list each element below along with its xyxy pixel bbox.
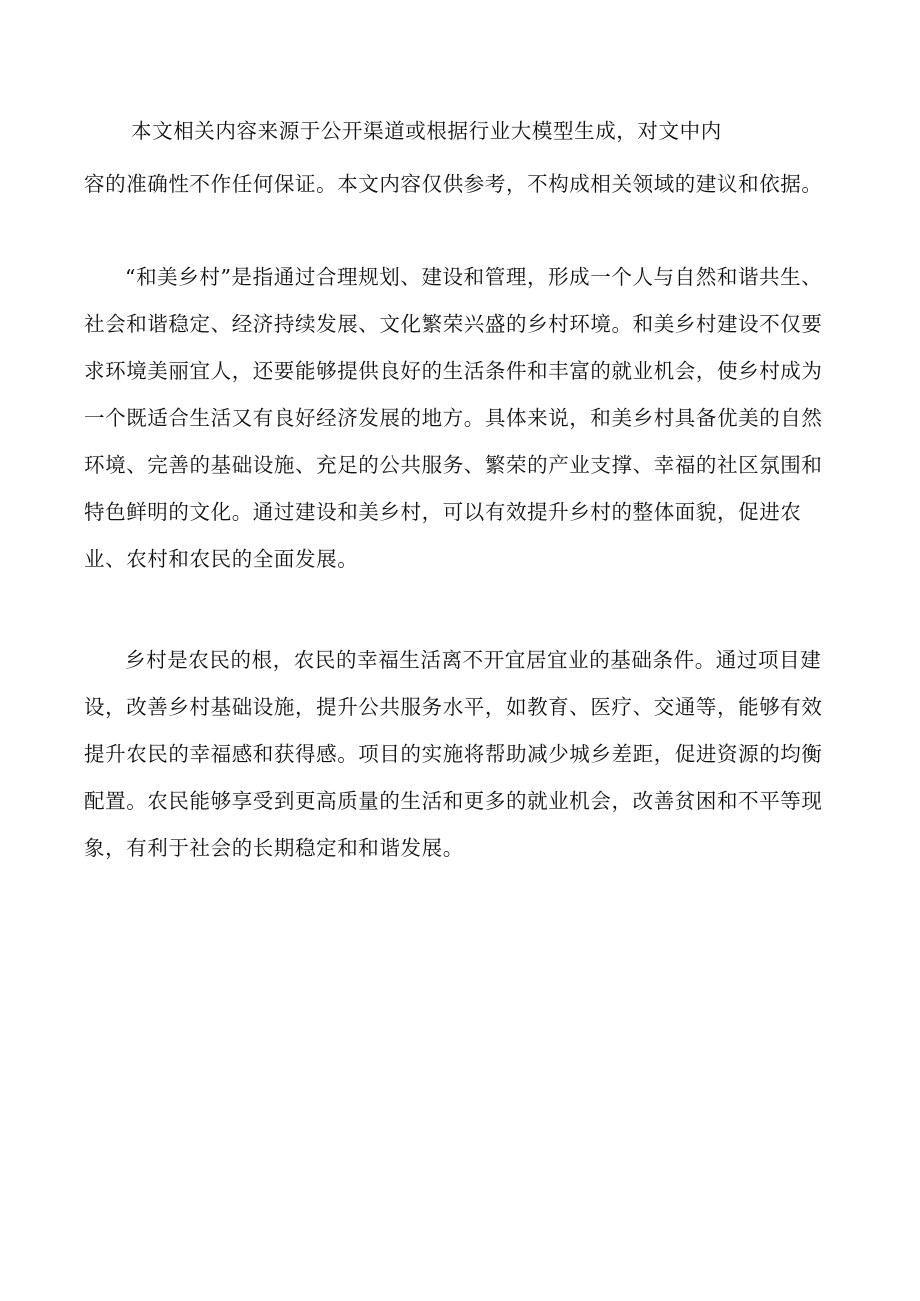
body-paragraph-significance: 乡村是农民的根，农民的幸福生活离不开宜居宜业的基础条件。通过项目建设，改善乡村基础设施，提升公共服务水平，如教育、医疗、交通等，能够有效提升农民的幸福感和获得感。项目的实施将帮助减少城乡差距，促进资源的均衡配置。农民能够享受到更高质量的生活和更多的就业机会，改善贫困和不平等现象，有利于社会的长期稳定和和谐发展。: [84, 648, 823, 860]
disclaimer-first-line: 本文相关内容来源于公开渠道或根据行业大模型生成，对文中内: [131, 119, 722, 143]
disclaimer-paragraph: [84, 116, 836, 199]
disclaimer-continuation: 容的准确性不作任何保证。本文内容仅供参考，不构成相关领域的建议和依据。: [84, 172, 823, 196]
body-paragraph-definition: “和美乡村”是指通过合理规划、建设和管理，形成一个人与自然和谐共生、社会和谐稳定、经济持续发展、文化繁荣兴盛的乡村环境。和美乡村建设不仅要求环境美丽宜人，还要能够提供良好的生活条件和丰富的就业机会，使乡村成为一个既适合生活又有良好经济发展的地方。具体来说，和美乡村具备优美的自然环境、完善的基础设施、充足的公共服务、繁荣的产业支撑、幸福的社区氛围和特色鲜明的文化。通过建设和美乡村，可以有效提升乡村的整体面貌，促进农业、农村和农民的全面发展。: [84, 265, 823, 571]
